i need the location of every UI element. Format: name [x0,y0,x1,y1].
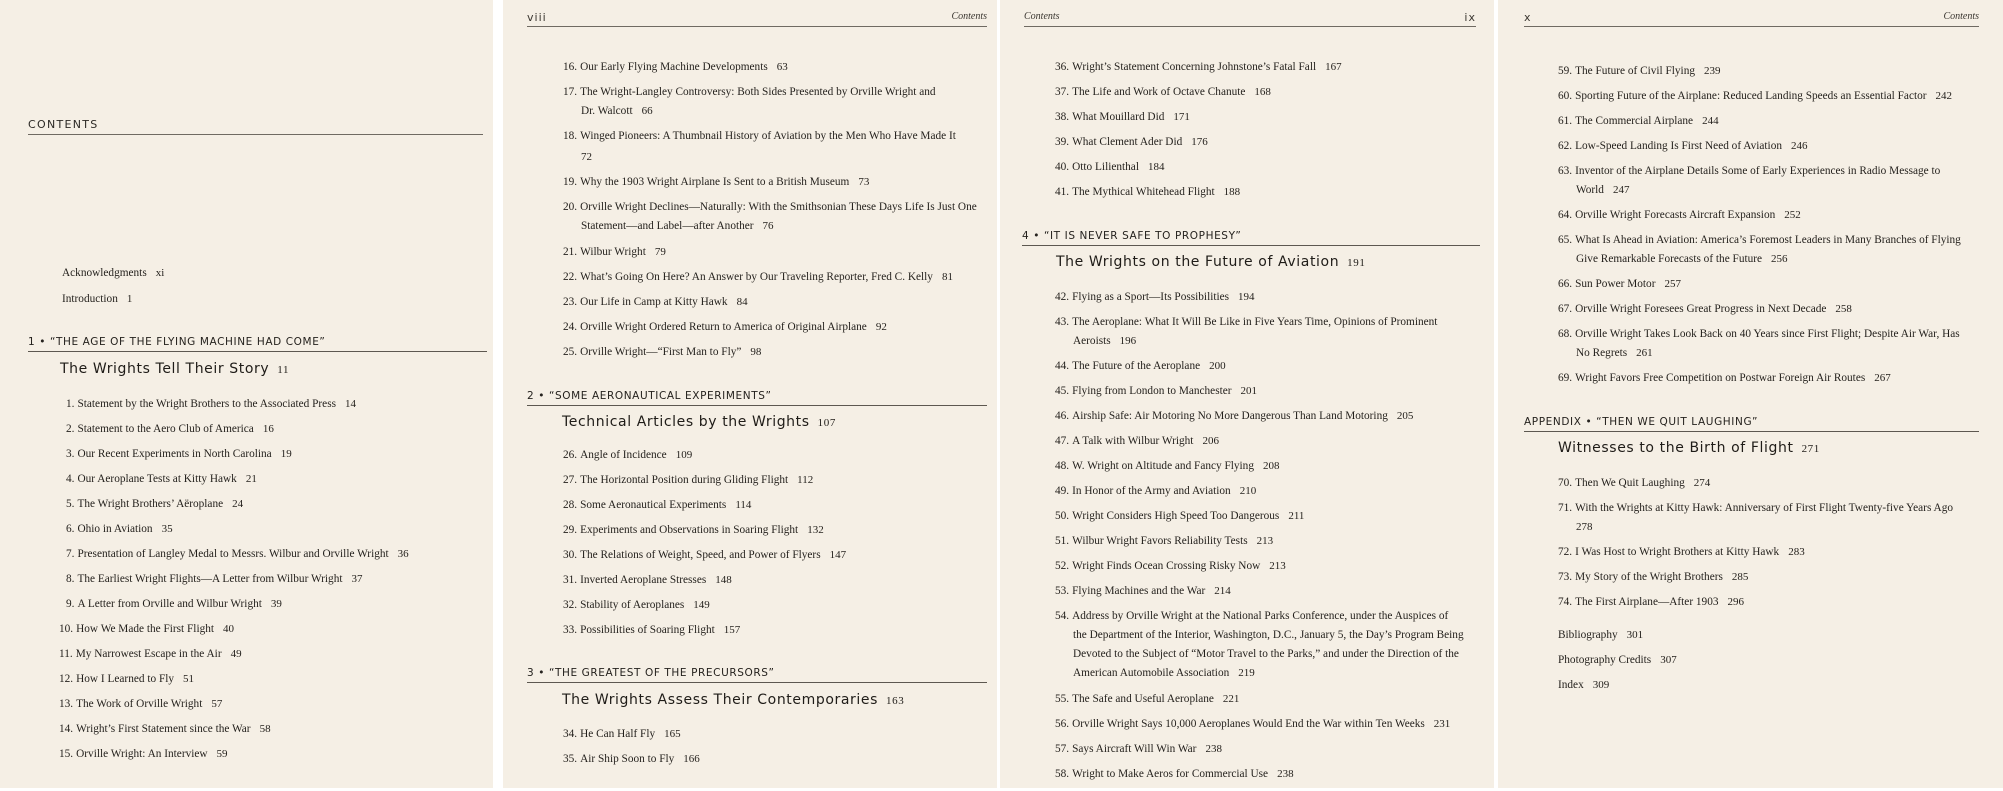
toc-entry[interactable]: 15. Orville Wright: An Interview 59 [59,748,228,760]
page-number: ix [1464,11,1476,24]
toc-entry-continuation[interactable]: No Regrets 261 [1576,347,1653,359]
running-title: Contents [951,11,987,22]
toc-entry-continuation[interactable]: American Automobile Association 219 [1073,667,1255,679]
toc-page-ix [1000,0,1494,788]
toc-entry[interactable]: 57. Says Aircraft Will Win War 238 [1055,743,1222,755]
toc-entry[interactable]: 72. I Was Host to Wright Brothers at Kitty Hawk 283 [1558,546,1805,558]
toc-entry[interactable]: 47. A Talk with Wilbur Wright 206 [1055,435,1219,447]
toc-entry[interactable]: 13. The Work of Orville Wright 57 [59,698,223,710]
toc-entry[interactable]: 41. The Mythical Whitehead Flight 188 [1055,186,1241,198]
toc-entry[interactable]: 39. What Clement Ader Did 176 [1055,136,1208,148]
toc-entry[interactable]: 24. Orville Wright Ordered Return to America of Original Airplane 92 [563,321,887,333]
toc-entry[interactable]: 8. The Earliest Wright Flights—A Letter from Wilbur Wright 37 [66,573,363,585]
toc-entry[interactable]: 70. Then We Quit Laughing 274 [1558,477,1711,489]
toc-entry[interactable]: 35. Air Ship Soon to Fly 166 [563,753,700,765]
toc-entry[interactable]: 19. Why the 1903 Wright Airplane Is Sent to a British Museum 73 [563,176,870,188]
toc-entry[interactable]: 60. Sporting Future of the Airplane: Reduced Landing Speeds an Essential Factor 242 [1558,90,1953,102]
toc-front-entry[interactable]: Introduction 1 [62,293,133,305]
page-number: viii [527,11,547,24]
running-head [1024,11,1476,27]
toc-entry-continuation[interactable]: Statement—and Label—after Another 76 [581,220,774,232]
contents-heading: CONTENTS [28,118,483,135]
toc-entry[interactable]: 31. Inverted Aeroplane Stresses 148 [563,574,732,586]
toc-entry[interactable]: 23. Our Life in Camp at Kitty Hawk 84 [563,296,748,308]
toc-entry[interactable]: 55. The Safe and Useful Aeroplane 221 [1055,693,1240,705]
toc-back-entry[interactable]: Index 309 [1558,679,1610,691]
part-title[interactable]: The Wrights Tell Their Story 11 [60,361,290,377]
toc-entry[interactable]: 54. Address by Orville Wright at the National Parks Conference, under the Auspices of [1055,610,1449,622]
page-number: x [1524,11,1532,24]
toc-entry[interactable]: 44. The Future of the Aeroplane 200 [1055,360,1226,372]
toc-entry-continuation[interactable]: Dr. Walcott 66 [581,105,653,117]
toc-entry[interactable]: 11. My Narrowest Escape in the Air 49 [59,648,242,660]
toc-entry[interactable]: 22. What’s Going On Here? An Answer by Our Traveling Reporter, Fred C. Kelly 81 [563,271,953,283]
toc-entry[interactable]: 45. Flying from London to Manchester 201 [1055,385,1258,397]
appendix-title[interactable]: Witnesses to the Birth of Flight 271 [1558,440,1820,456]
running-title: Contents [1024,11,1060,22]
toc-entry[interactable]: 5. The Wright Brothers’ Aëroplane 24 [66,498,244,510]
toc-entry[interactable]: 37. The Life and Work of Octave Chanute 168 [1055,86,1271,98]
toc-entry[interactable]: 62. Low-Speed Landing Is First Need of Aviation 246 [1558,140,1808,152]
toc-entry[interactable]: 40. Otto Lilienthal 184 [1055,161,1165,173]
toc-entry[interactable]: 52. Wright Finds Ocean Crossing Risky Now 213 [1055,560,1286,572]
toc-entry-continuation[interactable]: Aeroists 196 [1073,335,1137,347]
toc-entry[interactable]: 74. The First Airplane—After 1903 296 [1558,596,1745,608]
toc-entry[interactable]: 20. Orville Wright Declines—Naturally: With the Smithsonian These Days Life Is Just One [563,201,977,213]
part-title[interactable]: The Wrights on the Future of Aviation 191 [1056,254,1366,270]
toc-back-entry[interactable]: Bibliography 301 [1558,629,1644,641]
toc-page-viii [503,0,997,788]
running-title: Contents [1943,11,1979,22]
toc-entry[interactable]: 2. Statement to the Aero Club of America 16 [66,423,274,435]
toc-entry-continuation[interactable]: Give Remarkable Forecasts of the Future 256 [1576,253,1788,265]
toc-entry[interactable]: 30. The Relations of Weight, Speed, and Power of Flyers 147 [563,549,847,561]
toc-entry[interactable]: 18. Winged Pioneers: A Thumbnail History of Aviation by the Men Who Have Made It [563,130,956,142]
toc-entry[interactable]: 28. Some Aeronautical Experiments 114 [563,499,752,511]
toc-entry[interactable]: 9. A Letter from Orville and Wilbur Wright 39 [66,598,282,610]
toc-entry[interactable]: 38. What Mouillard Did 171 [1055,111,1190,123]
toc-entry[interactable]: 48. W. Wright on Altitude and Fancy Flying 208 [1055,460,1280,472]
toc-back-entry[interactable]: Photography Credits 307 [1558,654,1677,666]
toc-entry[interactable]: 14. Wright’s First Statement since the War 58 [59,723,271,735]
toc-entry[interactable]: 3. Our Recent Experiments in North Carolina 19 [66,448,292,460]
toc-entry[interactable]: 21. Wilbur Wright 79 [563,246,666,258]
part-title[interactable]: The Wrights Assess Their Contemporaries 163 [562,692,905,708]
toc-entry[interactable]: 42. Flying as a Sport—Its Possibilities 194 [1055,291,1255,303]
running-head [1524,11,1979,27]
toc-entry[interactable]: 69. Wright Favors Free Competition on Postwar Foreign Air Routes 267 [1558,372,1891,384]
toc-entry[interactable]: 29. Experiments and Observations in Soaring Flight 132 [563,524,824,536]
toc-entry[interactable]: 53. Flying Machines and the War 214 [1055,585,1231,597]
toc-entry[interactable]: 16. Our Early Flying Machine Developments 63 [563,61,788,73]
running-head [527,11,987,27]
toc-entry-continuation[interactable]: World 247 [1576,184,1630,196]
appendix-label: APPENDIX • “THEN WE QUIT LAUGHING” [1524,416,1979,432]
toc-entry[interactable]: 4. Our Aeroplane Tests at Kitty Hawk 21 [66,473,257,485]
toc-entry[interactable]: 34. He Can Half Fly 165 [563,728,681,740]
toc-entry[interactable]: 64. Orville Wright Forecasts Aircraft Expansion 252 [1558,209,1801,221]
toc-entry[interactable]: 61. The Commercial Airplane 244 [1558,115,1719,127]
toc-entry[interactable]: 36. Wright’s Statement Concerning Johnstone’s Fatal Fall 167 [1055,61,1342,73]
toc-entry[interactable]: 73. My Story of the Wright Brothers 285 [1558,571,1749,583]
toc-entry[interactable]: 71. With the Wrights at Kitty Hawk: Anniversary of First Flight Twenty-five Years Ago [1558,502,1953,514]
toc-entry[interactable]: 51. Wilbur Wright Favors Reliability Tests 213 [1055,535,1274,547]
toc-entry[interactable]: 7. Presentation of Langley Medal to Messrs. Wilbur and Orville Wright 36 [66,548,409,560]
toc-entry[interactable]: 65. What Is Ahead in Aviation: America’s Foremost Leaders in Many Branches of Flying [1558,234,1961,246]
toc-entry[interactable]: 58. Wright to Make Aeros for Commercial Use 238 [1055,768,1294,780]
part-label: 1 • “THE AGE OF THE FLYING MACHINE HAD COME” [28,336,487,352]
toc-entry-continuation[interactable]: 72 [581,151,592,163]
toc-entry[interactable]: 66. Sun Power Motor 257 [1558,278,1681,290]
toc-page-x [1498,0,2003,788]
toc-entry[interactable]: 32. Stability of Aeroplanes 149 [563,599,710,611]
toc-entry[interactable]: 27. The Horizontal Position during Gliding Flight 112 [563,474,814,486]
toc-entry[interactable]: 46. Airship Safe: Air Motoring No More Dangerous Than Land Motoring 205 [1055,410,1414,422]
toc-entry[interactable]: 68. Orville Wright Takes Look Back on 40 Years since First Flight; Despite Air War, Has [1558,328,1960,340]
toc-entry-continuation[interactable]: 278 [1576,521,1593,533]
toc-entry[interactable]: 43. The Aeroplane: What It Will Be Like in Five Years Time, Opinions of Prominent [1055,316,1438,328]
toc-entry[interactable]: 59. The Future of Civil Flying 239 [1558,65,1721,77]
part-title[interactable]: Technical Articles by the Wrights 107 [562,414,836,430]
toc-entry-continuation[interactable]: the Department of the Interior, Washington, D.C., January 5, the Day’s Program Being [1073,629,1464,641]
toc-entry[interactable]: 67. Orville Wright Foresees Great Progress in Next Decade 258 [1558,303,1852,315]
part-label: 3 • “THE GREATEST OF THE PRECURSORS” [527,667,987,683]
toc-entry[interactable]: 10. How We Made the First Flight 40 [59,623,235,635]
toc-entry[interactable]: 1. Statement by the Wright Brothers to the Associated Press 14 [66,398,356,410]
toc-entry[interactable]: 25. Orville Wright—“First Man to Fly” 98 [563,346,762,358]
part-label: 4 • “IT IS NEVER SAFE TO PROPHESY” [1022,230,1480,246]
toc-entry[interactable]: 33. Possibilities of Soaring Flight 157 [563,624,741,636]
toc-entry[interactable]: 6. Ohio in Aviation 35 [66,523,173,535]
toc-entry[interactable]: 12. How I Learned to Fly 51 [59,673,195,685]
toc-entry[interactable]: 50. Wright Considers High Speed Too Dangerous 211 [1055,510,1305,522]
toc-entry[interactable]: 63. Inventor of the Airplane Details Some of Early Experiences in Radio Message to [1558,165,1941,177]
toc-entry[interactable]: 49. In Honor of the Army and Aviation 210 [1055,485,1257,497]
toc-entry[interactable]: 56. Orville Wright Says 10,000 Aeroplanes Would End the War within Ten Weeks 231 [1055,718,1451,730]
toc-entry[interactable]: 26. Angle of Incidence 109 [563,449,693,461]
toc-entry[interactable]: 17. The Wright-Langley Controversy: Both Sides Presented by Orville Wright and [563,86,936,98]
part-label: 2 • “SOME AERONAUTICAL EXPERIMENTS” [527,390,987,406]
toc-entry-continuation[interactable]: Devoted to the Subject of “Motor Travel to the Parks,” and under the Direction of the [1073,648,1459,660]
toc-front-entry[interactable]: Acknowledgments xi [62,267,165,279]
toc-page-1 [0,0,493,788]
